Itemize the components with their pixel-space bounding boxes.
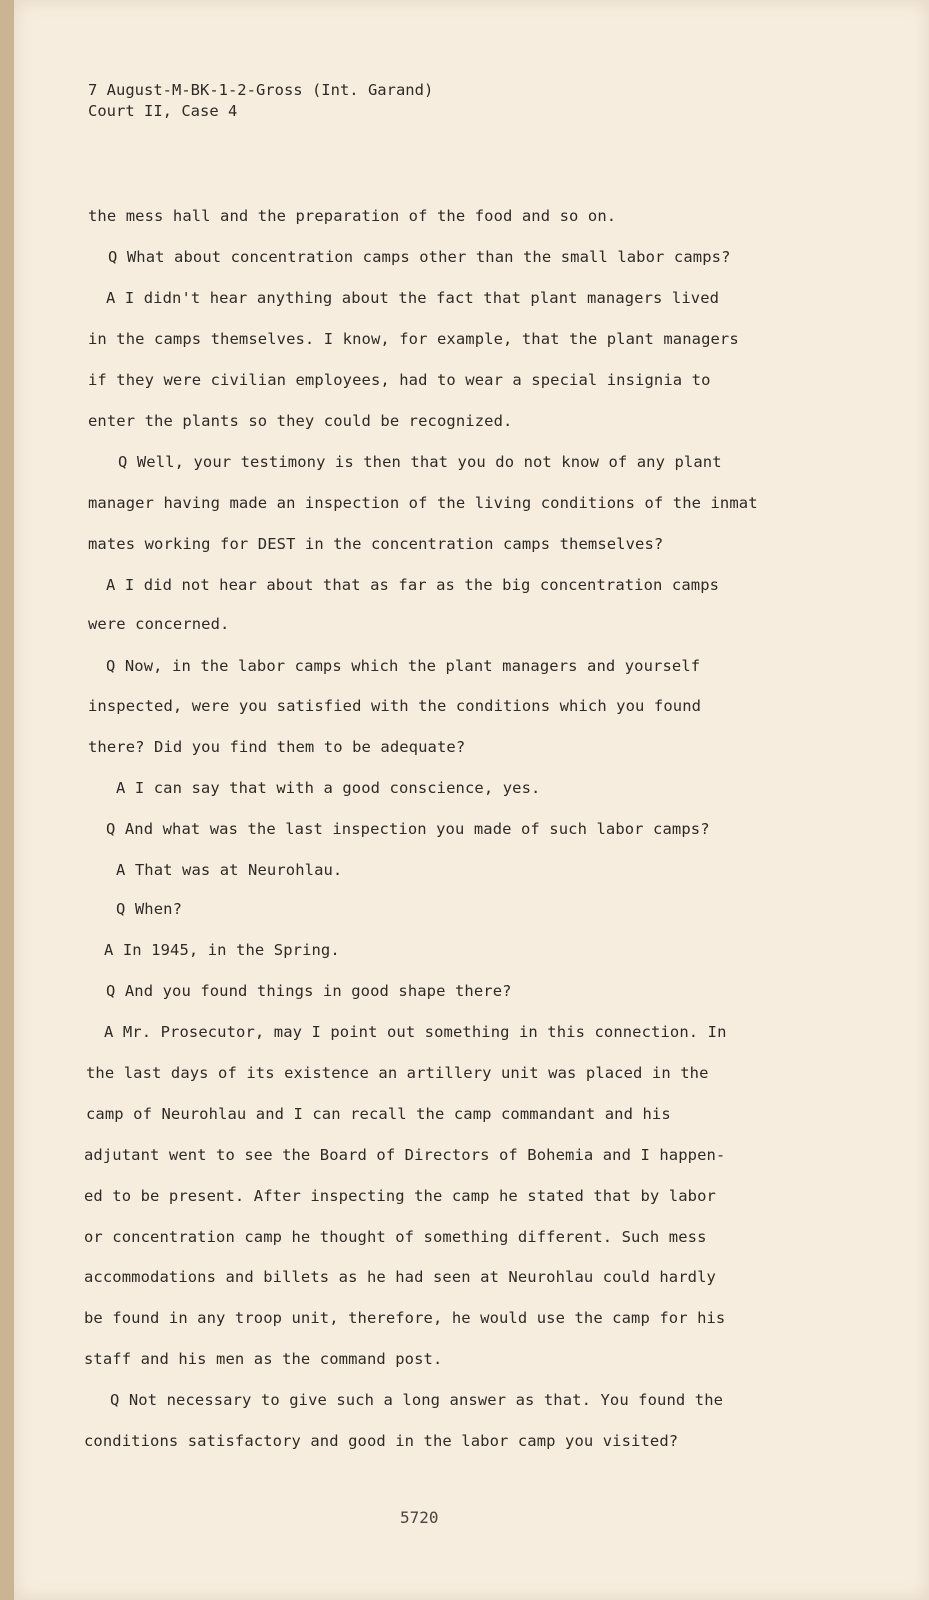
transcript-line: Q And what was the last inspection you made of such labor camps? bbox=[106, 820, 710, 838]
transcript-line: conditions satisfactory and good in the labor camp you visited? bbox=[84, 1432, 679, 1450]
transcript-line: A I can say that with a good conscience, yes. bbox=[116, 779, 541, 797]
transcript-line: accommodations and billets as he had seen at Neurohlau could hardly bbox=[84, 1268, 716, 1286]
page-number: 5720 bbox=[400, 1508, 439, 1527]
transcript-line: in the camps themselves. I know, for example, that the plant managers bbox=[88, 330, 739, 348]
transcript-line: A I did not hear about that as far as the big concentration camps bbox=[106, 576, 720, 594]
transcript-line: if they were civilian employees, had to wear a special insignia to bbox=[88, 371, 711, 389]
transcript-line: were concerned. bbox=[88, 615, 230, 633]
transcript-line: A That was at Neurohlau. bbox=[116, 861, 343, 879]
transcript-line: Q And you found things in good shape there? bbox=[106, 982, 512, 1000]
transcript-line: the mess hall and the preparation of the food and so on. bbox=[88, 207, 617, 225]
transcript-line: mates working for DEST in the concentration camps themselves? bbox=[88, 535, 664, 553]
transcript-line: camp of Neurohlau and I can recall the camp commandant and his bbox=[86, 1105, 671, 1123]
transcript-line: staff and his men as the command post. bbox=[84, 1350, 443, 1368]
transcript-line: A In 1945, in the Spring. bbox=[104, 941, 340, 959]
transcript-line: ed to be present. After inspecting the camp he stated that by labor bbox=[84, 1187, 716, 1205]
header-session-line: 7 August-M-BK-1-2-Gross (Int. Garand) bbox=[88, 81, 434, 99]
transcript-line: Q Now, in the labor camps which the plant managers and yourself bbox=[106, 657, 701, 675]
transcript-line: manager having made an inspection of the living conditions of the inmat bbox=[88, 494, 758, 512]
transcript-line: Q Not necessary to give such a long answer as that. You found the bbox=[110, 1391, 724, 1409]
header-court-line: Court II, Case 4 bbox=[88, 102, 238, 120]
transcript-line: Q Well, your testimony is then that you do not know of any plant bbox=[118, 453, 722, 471]
transcript-line: Q When? bbox=[116, 900, 183, 918]
transcript-line: A Mr. Prosecutor, may I point out something in this connection. In bbox=[104, 1023, 727, 1041]
transcript-line: adjutant went to see the Board of Directors of Bohemia and I happen- bbox=[84, 1146, 726, 1164]
transcript-line: inspected, were you satisfied with the conditions which you found bbox=[88, 697, 702, 715]
transcript-line: A I didn't hear anything about the fact that plant managers lived bbox=[106, 289, 720, 307]
transcript-line: the last days of its existence an artillery unit was placed in the bbox=[86, 1064, 709, 1082]
transcript-line: Q What about concentration camps other than the small labor camps? bbox=[108, 248, 731, 266]
transcript-line: enter the plants so they could be recognized. bbox=[88, 412, 513, 430]
transcript-line: there? Did you find them to be adequate? bbox=[88, 738, 466, 756]
transcript-line: or concentration camp he thought of something different. Such mess bbox=[84, 1228, 707, 1246]
transcript-line: be found in any troop unit, therefore, he would use the camp for his bbox=[84, 1309, 726, 1327]
